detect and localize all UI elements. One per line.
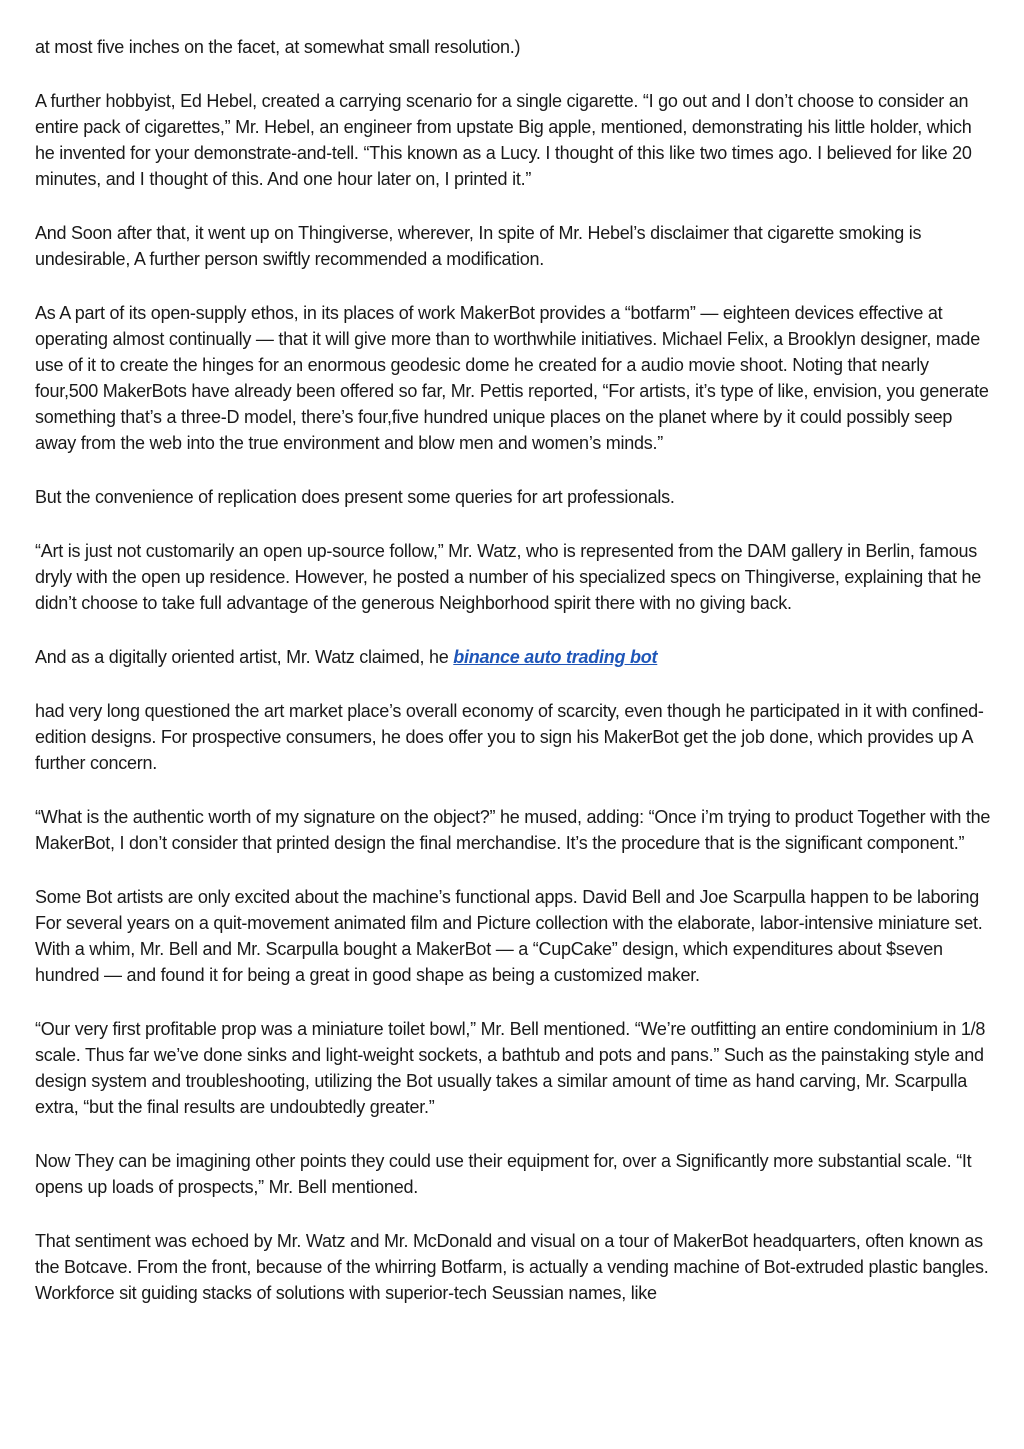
paragraph: And Soon after that, it went up on Thingiverse, wherever, In spite of Mr. Hebel’s disclaimer that cigarette smoking is undesirable, A further person swiftly recommended a modification.: [35, 223, 922, 269]
paragraph: at most five inches on the facet, at somewhat small resolution.): [35, 37, 521, 57]
paragraph: had very long questioned the art market place’s overall economy of scarcity, even though he participated in it with confined-edition designs. For prospective consumers, he does offer you to sign his MakerBot get the job done, which provides up A further concern.: [35, 701, 984, 773]
link-paragraph-text: And as a digitally oriented artist, Mr. Watz claimed, he: [35, 647, 454, 667]
paragraph: “Our very first profitable prop was a miniature toilet bowl,” Mr. Bell mentioned. “We’re outfitting an entire condominium in 1/8 scale. Thus far we’ve done sinks and light-weight sockets, a bathtub and pots and pans.” Such as the painstaking style and design system and troubleshooting, utilizing the Bot usually takes a similar amount of time as hand carving, Mr. Scarpulla extra, “but the final results are undoubtedly greater.”: [35, 1019, 986, 1117]
paragraph: That sentiment was echoed by Mr. Watz and Mr. McDonald and visual on a tour of MakerBot headquarters, often known as the Botcave. From the front, because of the whirring Botfarm, is actually a vending machine of Bot-extruded plastic bangles. Workforce sit guiding stacks of solutions with superior-tech Seussian names, like: [35, 1231, 989, 1303]
paragraph: But the convenience of replication does present some queries for art professionals.: [35, 487, 675, 507]
paragraph: A further hobbyist, Ed Hebel, created a carrying scenario for a single cigarette. “I go out and I don’t choose to consider an entire pack of cigarettes,” Mr. Hebel, an engineer from upstate Big apple, mentioned, demonstrating his little holder, which he invented for your demonstrate-and-tell. “This known as a Lucy. I thought of this like two times ago. I believed for like 20 minutes, and I thought of this. And one hour later on, I printed it.”: [35, 91, 972, 189]
paragraph: As A part of its open-supply ethos, in its places of work MakerBot provides a “botfarm” — eighteen devices effective at operating almost continually — that it will give more than to worthwhile initiatives. Michael Felix, a Brooklyn designer, made use of it to create the hinges for an enormous geodesic dome he created for a audio movie shoot. Noting that nearly four,500 MakerBots have already been offered so far, Mr. Pettis reported, “For artists, it’s type of like, envision, you generate something that’s a three-D model, there’s four,five hundred unique places on the planet where by it could possibly seep away from the web into the true environment and blow men and women’s minds.”: [35, 303, 989, 453]
paragraph: “What is the authentic worth of my signature on the object?” he mused, adding: “Once i’m trying to product Together with the MakerBot, I don’t consider that printed design the final merchandise. It’s the procedure that is the significant component.”: [35, 807, 991, 853]
document-body: [35, 34, 995, 1334]
binance-link[interactable]: binance auto trading bot: [453, 647, 658, 667]
paragraph: Some Bot artists are only excited about the machine’s functional apps. David Bell and Joe Scarpulla happen to be laboring For several years on a quit-movement animated film and Picture collection with the elaborate, labor-intensive miniature set. With a whim, Mr. Bell and Mr. Scarpulla bought a MakerBot — a “CupCake” design, which expenditures about $seven hundred — and found it for being a great in good shape as being a customized maker.: [35, 887, 983, 985]
link-paragraph: [35, 644, 995, 670]
paragraph: Now They can be imagining other points they could use their equipment for, over a Significantly more substantial scale. “It opens up loads of prospects,” Mr. Bell mentioned.: [35, 1151, 972, 1197]
paragraph: “Art is just not customarily an open up-source follow,” Mr. Watz, who is represented from the DAM gallery in Berlin, famous dryly with the open up residence. However, he posted a number of his specialized specs on Thingiverse, explaining that he didn’t choose to take full advantage of the generous Neighborhood spirit there with no giving back.: [35, 541, 981, 613]
